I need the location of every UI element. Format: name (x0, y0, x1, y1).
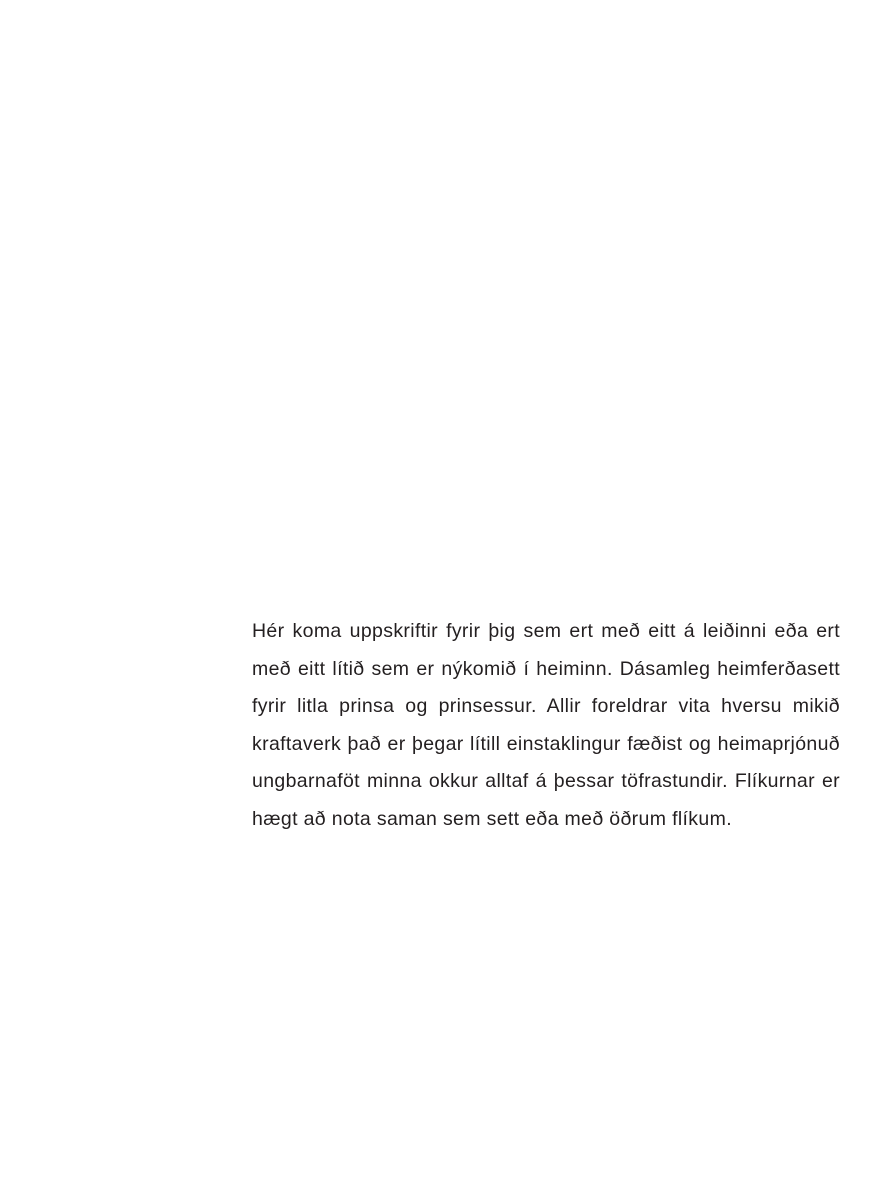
body-text-block (252, 613, 840, 838)
intro-paragraph: Hér koma uppskriftir fyrir þig sem ert með eitt á leiðinni eða ert með eitt lítið sem er nýkomið í heiminn. Dásamleg heimferðasett fyrir litla prinsa og prinsessur. Allir foreldrar vita hversu mikið kraftaverk það er þegar lítill einstaklingur fæðist og heimaprjónuð ungbarnaföt minna okkur alltaf á þessar töfrastundir. Flíkurnar er hægt að nota saman sem sett eða með öðrum flíkum. (252, 620, 840, 830)
